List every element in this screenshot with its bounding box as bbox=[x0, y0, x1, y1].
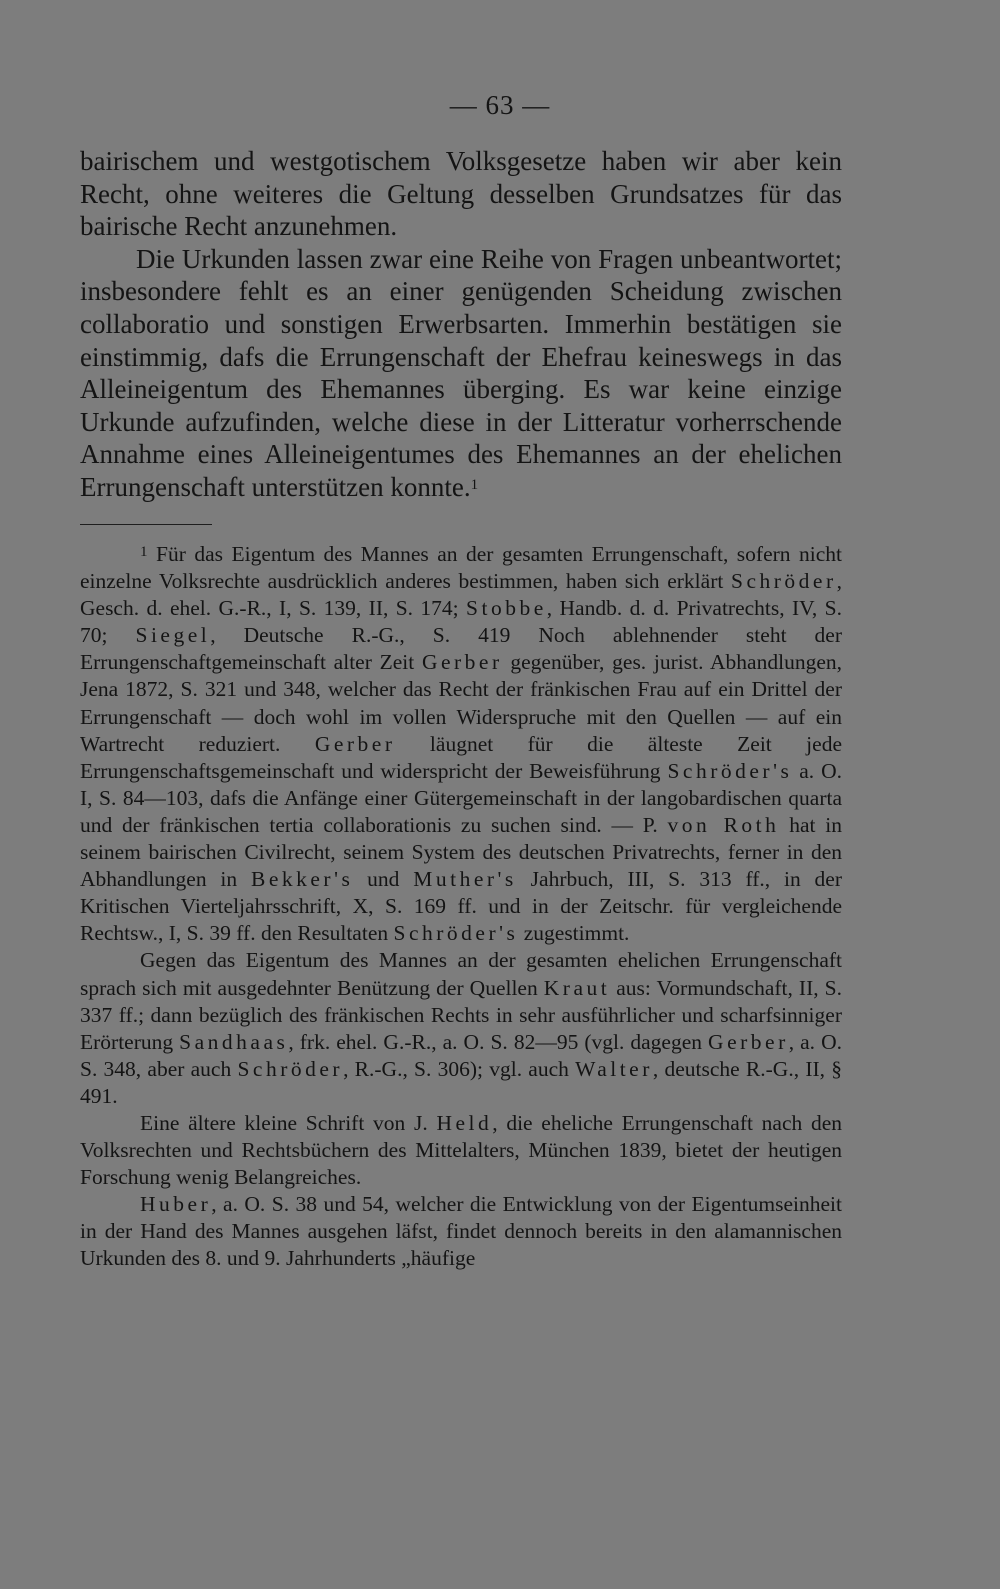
author-name: Schröder's bbox=[667, 758, 793, 783]
footnote-text: , frk. ehel. G.-R., a. O. S. 82—95 (vgl. dagegen bbox=[288, 1029, 709, 1054]
footnote-text: Für das Eigentum des Mannes an der gesamten Errungenschaft, sofern nicht einzelne Volksrechte ausdrücklich anderes bestimmen, haben sich erklärt bbox=[80, 542, 842, 594]
footnote-text: , deutsche R.-G., II, § 491. bbox=[80, 1056, 842, 1108]
paragraph-2-text: Die Urkunden lassen zwar eine Reihe von Fragen unbeantwortet; insbesondere fehlt es an einer genügenden Scheidung zwischen collaboratio und sonstigen Erwerbsarten. Immerhin bestätigen sie einstimmig, dafs die Errungenschaft der Ehefrau keineswegs in das Alleineigentum des Ehemannes überging. Es war keine einzige Urkunde aufzufinden, welche diese in der Litteratur vorherrschende Annahme eines Alleineigentumes des Ehemannes an der ehelichen Errungenschaft unterstützen konnte. bbox=[80, 243, 842, 502]
footnote-text: läugnet für die älteste Zeit jede Errungenschaftsgemeinschaft und widerspricht der Beweisführung bbox=[80, 731, 842, 783]
footnote-text: gegenüber, ges. jurist. Abhandlungen, Jena 1872, S. 321 und 348, welcher das Recht der fränkischen Frau auf ein Drittel der Errungenschaft — doch wohl im vollen Widerspruche mit den Quellen — auf ein Wartrecht reduziert. bbox=[80, 650, 842, 756]
author-name: Huber bbox=[140, 1192, 212, 1217]
author-name: Schröder bbox=[731, 569, 837, 594]
author-name: Gerber bbox=[708, 1029, 789, 1054]
footnote-text: zugestimmt. bbox=[518, 921, 630, 946]
author-name: Sandhaas bbox=[179, 1029, 289, 1054]
footnote-text: a. O. I, S. 84—103, dafs die Anfänge einer Gütergemeinschaft in der langobardischen quarta und der fränkischen tertia collaborationis zu suchen sind. — P. bbox=[80, 758, 842, 837]
footnote-text: Gegen das Eigentum des Mannes an der gesamten ehelichen Errungenschaft sprach sich mit ausgedehnter Benützung der Quellen bbox=[80, 948, 842, 1000]
footnote-1-mark: 1 bbox=[140, 544, 148, 560]
footnote-text: , a. O. S. 348, aber auch bbox=[80, 1029, 842, 1081]
footnote-paragraph-4 bbox=[80, 1191, 842, 1272]
author-name: Bekker's bbox=[251, 867, 354, 892]
author-name: Gerber bbox=[421, 650, 503, 675]
author-name: Kraut bbox=[543, 975, 611, 1000]
footnote-separator-rule bbox=[80, 524, 212, 525]
main-text bbox=[80, 145, 842, 504]
footnote-paragraph-2 bbox=[80, 947, 842, 1110]
footnote-paragraph-3 bbox=[80, 1110, 842, 1191]
footnote-text: , die eheliche Errungenschaft nach den Volksrechten und Rechtsbüchern des Mittelalters, München 1839, bietet der heutigen Forschung wenig Belangreiches. bbox=[80, 1110, 842, 1190]
author-name: von Roth bbox=[667, 812, 780, 837]
author-name: Walter bbox=[575, 1056, 653, 1081]
page-number: — 63 — bbox=[449, 90, 551, 120]
footnote-reference: 1 bbox=[470, 476, 479, 493]
footnote-1 bbox=[80, 541, 842, 947]
author-name: Gerber bbox=[314, 731, 396, 756]
footnote-text: , Deutsche R.-G., S. 419 Noch ablehnender steht der Errungenschaftgemeinschaft alter Zeit bbox=[80, 623, 842, 675]
paragraph-1: bairischem und westgotischem Volksgesetze haben wir aber kein Recht, ohne weiteres die Geltung desselben Grundsatzes für das bairische Recht anzunehmen. bbox=[80, 146, 842, 242]
footnotes-section bbox=[80, 541, 842, 1273]
author-name: Schröder's bbox=[393, 921, 519, 946]
footnote-text: , Gesch. d. ehel. G.-R., I, S. 139, II, S. 174; bbox=[80, 569, 842, 621]
author-name: Schröder bbox=[237, 1056, 344, 1081]
author-name: Muther's bbox=[413, 867, 517, 892]
footnote-text: Eine ältere kleine Schrift von J. bbox=[140, 1110, 437, 1135]
footnote-text: hat in seinem bairischen Civilrecht, seinem System des deutschen Privatrechts, ferner in den Abhandlungen in bbox=[80, 812, 842, 892]
footnote-text: , Handb. d. d. Privatrechts, IV, S. 70; bbox=[80, 596, 843, 648]
footnote-text: , a. O. S. 38 und 54, welcher die Entwicklung von der Eigentumseinheit in der Hand des Mannes ausgehen läfst, findet dennoch bereits in den alamannischen Urkunden des 8. und 9. Jahrhunderts „häufige bbox=[80, 1192, 842, 1271]
footnote-text: Jahrbuch, III, S. 313 ff., in der Kritischen Vierteljahrsschrift, X, S. 169 ff. und in der Zeitschr. für vergleichende Rechtsw., I, S. 39 ff. den Resultaten bbox=[80, 867, 842, 946]
footnote-text: , R.-G., S. 306); vgl. auch bbox=[343, 1056, 576, 1081]
footnote-text: und bbox=[353, 867, 414, 892]
author-name: Stobbe bbox=[466, 596, 547, 621]
footnote-text: aus: Vormundschaft, II, S. 337 ff.; dann bezüglich des fränkischen Rechts in sehr ausführlicher und scharfsinniger Erörterung bbox=[80, 975, 842, 1054]
author-name: Held bbox=[436, 1110, 493, 1135]
author-name: Siegel bbox=[135, 623, 211, 648]
paragraph-2 bbox=[80, 243, 842, 504]
